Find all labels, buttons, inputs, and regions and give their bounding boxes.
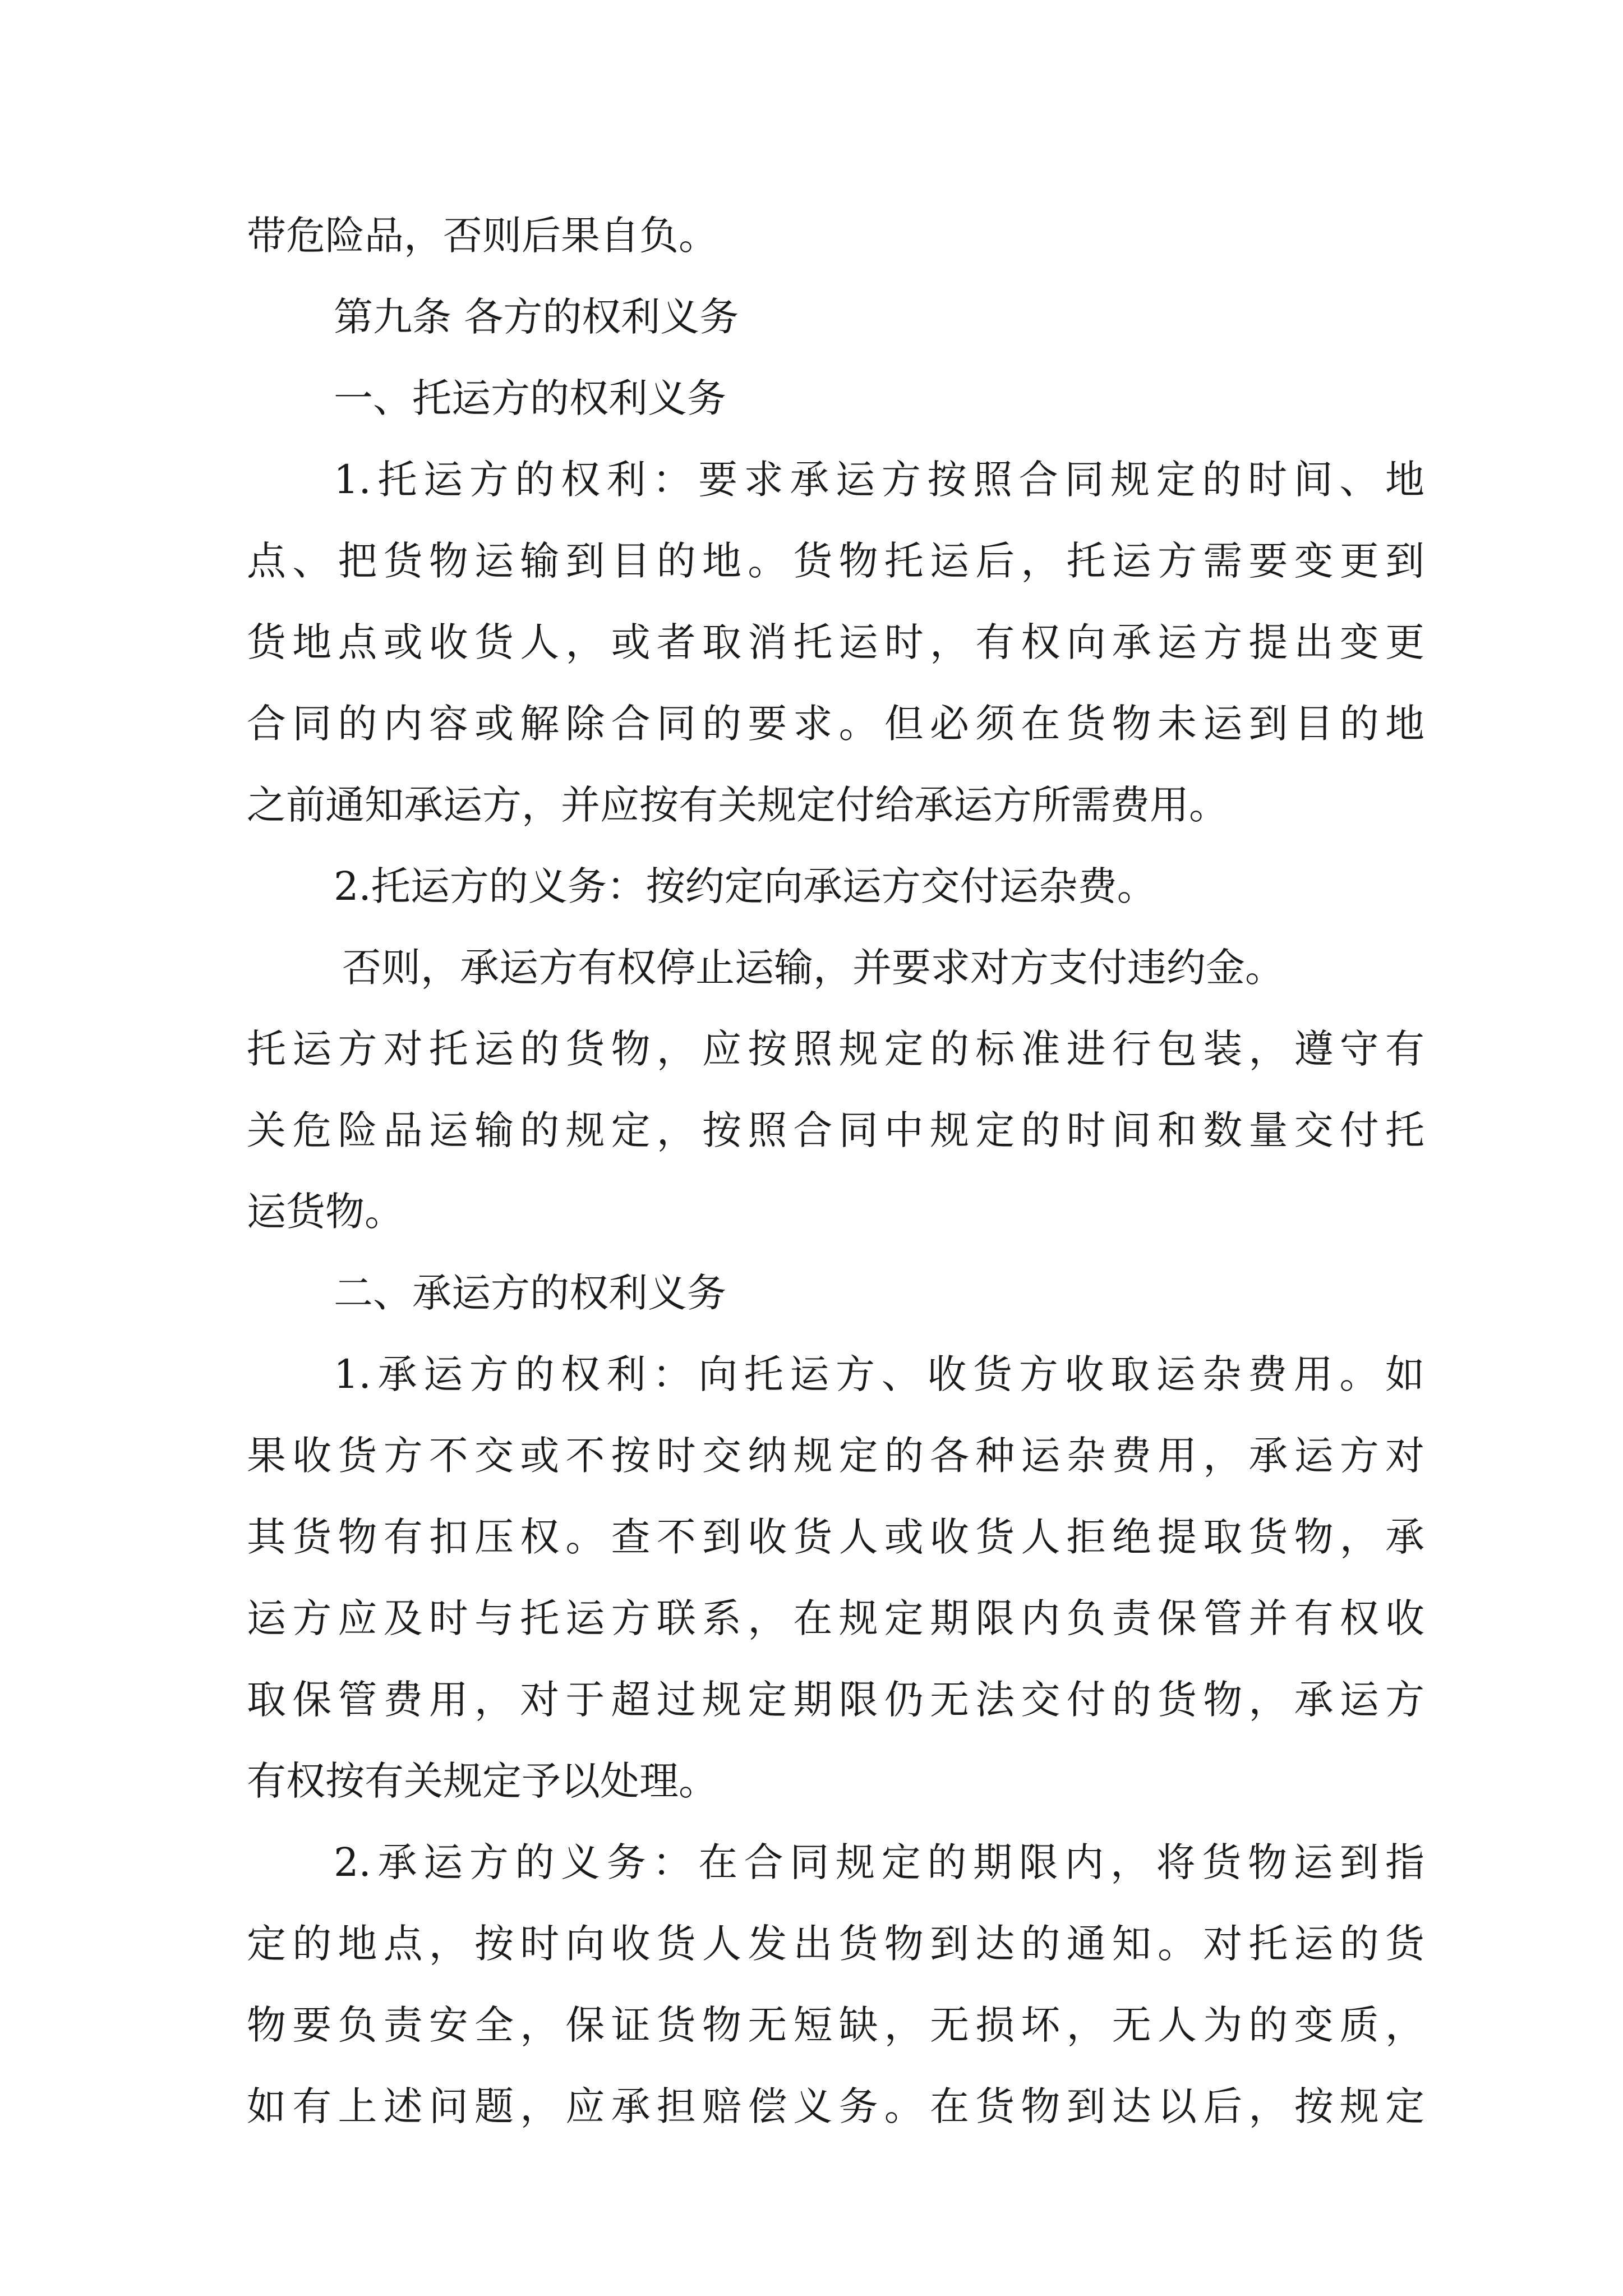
- text-line: 果收货方不交或不按时交纳规定的各种运杂费用，承运方对: [247, 1433, 1424, 1479]
- text-line: 定的地点，按时向收货人发出货物到达的通知。对托运的货: [247, 1921, 1424, 1967]
- text-line: 合同的内容或解除合同的要求。但必须在货物未运到目的地: [247, 701, 1424, 747]
- section-heading: 二、承运方的权利义务: [334, 1270, 726, 1316]
- text-line: 有权按有关规定予以处理。: [247, 1758, 718, 1804]
- text-line: 运货物。: [247, 1189, 404, 1235]
- paragraph-first-line: 2.承运方的义务：在合同规定的期限内，将货物运到指: [334, 1839, 1424, 1885]
- paragraph-first-line: 1.托运方的权利：要求承运方按照合同规定的时间、地: [334, 457, 1424, 503]
- text-line: 如有上述问题，应承担赔偿义务。在货物到达以后，按规定: [247, 2083, 1424, 2129]
- text-line: 货地点或收货人，或者取消托运时，有权向承运方提出变更: [247, 619, 1424, 665]
- text-line: 取保管费用，对于超过规定期限仍无法交付的货物，承运方: [247, 1677, 1424, 1723]
- article-heading: 第九条 各方的权利义务: [334, 294, 739, 340]
- paragraph-first-line: 否则，承运方有权停止运输，并要求对方支付违约金。: [342, 945, 1284, 991]
- text-line: 物要负责安全，保证货物无短缺，无损坏，无人为的变质，: [247, 2002, 1424, 2048]
- text-line: 之前通知承运方，并应按有关规定付给承运方所需费用。: [247, 782, 1228, 828]
- section-heading: 一、托运方的权利义务: [334, 375, 726, 421]
- text-line: 带危险品，否则后果自负。: [247, 213, 718, 259]
- text-line: 其货物有扣压权。查不到收货人或收货人拒绝提取货物，承: [247, 1514, 1424, 1560]
- text-line: 关危险品运输的规定，按照合同中规定的时间和数量交付托: [247, 1107, 1424, 1153]
- paragraph-first-line: 1.承运方的权利：向托运方、收货方收取运杂费用。如: [334, 1351, 1424, 1397]
- paragraph-first-line: 2.托运方的义务：按约定向承运方交付运杂费。: [334, 863, 1156, 909]
- text-line: 点、把货物运输到目的地。货物托运后，托运方需要变更到: [247, 538, 1424, 584]
- text-line: 托运方对托运的货物，应按照规定的标准进行包装，遵守有: [247, 1026, 1424, 1072]
- text-line: 运方应及时与托运方联系，在规定期限内负责保管并有权收: [247, 1595, 1424, 1641]
